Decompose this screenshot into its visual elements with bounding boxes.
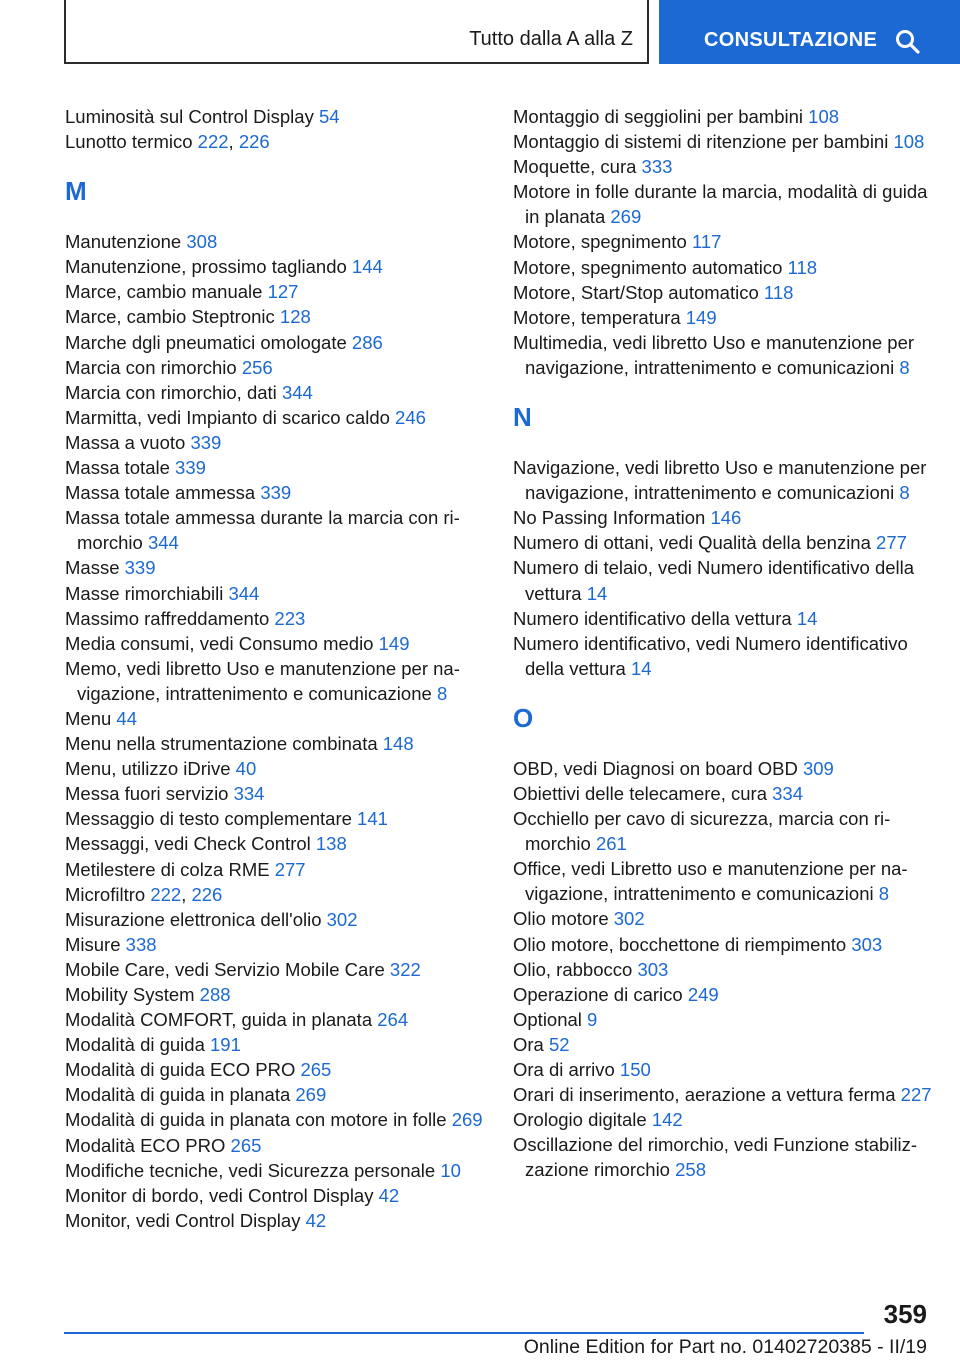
footer-edition: Online Edition for Part no. 01402720385 - II/19 <box>523 1336 927 1358</box>
page-link[interactable]: 148 <box>382 733 414 755</box>
index-term: Office, vedi Libretto uso e manutenzione per navigazione, intrattenimento e comunicazioni <box>513 858 908 905</box>
index-term: Moquette, cura <box>513 156 642 178</box>
index-entry <box>65 932 485 957</box>
index-entry <box>513 631 933 681</box>
index-term: Massimo raffreddamento <box>65 607 275 629</box>
index-term: Messaggio di testo complementare <box>65 808 358 830</box>
index-entry <box>65 706 485 731</box>
header-section-box <box>64 0 649 64</box>
page-link[interactable]: 222 <box>150 883 182 905</box>
page-link[interactable]: 226 <box>238 131 270 153</box>
index-term: No Passing Information <box>513 507 711 529</box>
index-term: Olio motore, bocchettone di riempimento <box>513 933 852 955</box>
index-entry <box>513 255 933 280</box>
index-entry <box>513 932 933 957</box>
page-link[interactable]: 42 <box>305 1209 327 1231</box>
index-entry <box>65 355 485 380</box>
index-term: Messaggi, vedi Check Control <box>65 833 316 855</box>
page-link[interactable]: 309 <box>802 757 834 779</box>
footer-divider <box>64 1332 864 1334</box>
page-link[interactable]: 308 <box>186 231 218 253</box>
page-link[interactable]: 8 <box>878 883 890 905</box>
page-link[interactable]: 277 <box>876 532 907 554</box>
index-term: Marcia con rimorchio <box>65 356 242 378</box>
page-link[interactable]: 334 <box>772 782 803 804</box>
index-term: Motore, spegnimento <box>513 231 692 253</box>
page-link[interactable]: 339 <box>175 457 206 479</box>
index-entry <box>513 104 933 129</box>
index-letter-heading: O <box>513 702 534 733</box>
page-link[interactable]: 8 <box>436 682 448 704</box>
index-term: Montaggio di sistemi di ritenzione per bambini <box>513 131 894 153</box>
page-link[interactable]: 146 <box>710 507 742 529</box>
page-link[interactable]: 222 <box>197 131 229 153</box>
index-term: Modifiche tecniche, vedi Sicurezza personale <box>65 1159 441 1181</box>
page-link[interactable]: 52 <box>548 1033 570 1055</box>
index-term: Modalità COMFORT, guida in planata <box>65 1009 378 1031</box>
index-entry <box>513 806 933 856</box>
index-entry <box>513 906 933 931</box>
page-link[interactable]: 344 <box>147 532 179 554</box>
index-entry <box>513 229 933 254</box>
index-entry <box>513 957 933 982</box>
index-entry <box>65 656 485 706</box>
page-link[interactable]: 118 <box>763 281 794 303</box>
index-entry <box>65 405 485 430</box>
page-link[interactable]: 338 <box>125 933 157 955</box>
index-term: Marcia con rimorchio, dati <box>65 381 282 403</box>
page-link[interactable]: 339 <box>190 431 222 453</box>
index-term: Numero identificativo della vettura <box>513 607 797 629</box>
page-link[interactable]: 42 <box>378 1184 400 1206</box>
page-link[interactable]: 333 <box>641 156 673 178</box>
page-link[interactable]: 150 <box>619 1059 651 1080</box>
page-link[interactable]: 269 <box>610 206 642 228</box>
page-link[interactable]: 265 <box>230 1134 262 1156</box>
index-entry <box>65 1057 485 1082</box>
index-entry <box>65 1032 485 1057</box>
index-entry <box>65 304 485 329</box>
index-entry: Microfiltro 222, 226 <box>65 883 223 905</box>
page-link[interactable]: 249 <box>687 983 719 1005</box>
index-term: Misurazione elettronica dell'olio <box>65 908 327 930</box>
index-term: Marce, cambio Steptronic <box>65 306 280 328</box>
page-link[interactable]: 14 <box>586 582 608 604</box>
index-entry <box>65 1107 485 1132</box>
index-entry <box>65 1158 485 1183</box>
index-term: Montaggio di seggiolini per bambini <box>513 106 809 127</box>
page-link[interactable]: 256 <box>241 356 273 378</box>
index-term: Marmitta, vedi Impianto di scarico caldo <box>65 406 396 428</box>
index-entry <box>65 1007 485 1032</box>
page-link[interactable]: 118 <box>787 256 818 278</box>
index-entry <box>65 957 485 982</box>
index-letter-heading: N <box>513 402 532 433</box>
page-link[interactable]: 265 <box>300 1059 332 1081</box>
index-entry <box>513 1007 933 1032</box>
index-term: Misure <box>65 933 126 955</box>
index-term: Operazione di carico <box>513 983 688 1005</box>
page-link[interactable]: 8 <box>899 482 910 504</box>
index-term: Modalità di guida in planata con motore in folle <box>65 1109 452 1131</box>
index-letter-heading: M <box>65 176 87 207</box>
page-link[interactable]: 302 <box>326 908 358 930</box>
page-link[interactable]: 108 <box>808 106 840 127</box>
index-entry <box>513 1032 933 1057</box>
index-entry <box>513 129 933 154</box>
page-link[interactable]: 322 <box>389 958 421 980</box>
index-term: Numero identificativo, vedi Numero identificativo della vettura <box>513 632 908 679</box>
index-entry <box>65 430 485 455</box>
index-term: Numero di telaio, vedi Numero identificativo della vettura <box>513 557 915 604</box>
index-entry <box>65 555 485 580</box>
index-entry <box>513 455 933 505</box>
index-entry <box>513 1132 933 1182</box>
index-entry <box>65 1208 485 1233</box>
index-entry <box>513 756 933 781</box>
index-entry <box>513 856 933 906</box>
index-entry <box>513 505 933 530</box>
page-link[interactable]: 54 <box>318 106 340 127</box>
page-link[interactable]: 302 <box>613 908 645 930</box>
page-link[interactable]: 269 <box>295 1084 327 1106</box>
page-link[interactable]: 127 <box>267 281 299 303</box>
page-link[interactable]: 117 <box>691 231 722 253</box>
index-term: Oscillazione del rimorchio, vedi Funzione stabilizzazione rimorchio <box>513 1134 918 1181</box>
page-link[interactable]: 339 <box>260 482 292 504</box>
index-term: Orologio digitale <box>513 1109 652 1131</box>
page-link[interactable]: 10 <box>440 1159 461 1181</box>
page-link[interactable]: 286 <box>351 331 383 353</box>
index-entry <box>65 1183 485 1208</box>
index-entry <box>65 606 485 631</box>
index-term: Olio motore <box>513 908 614 930</box>
page-link[interactable]: 226 <box>191 883 223 905</box>
page-link[interactable]: 227 <box>900 1084 932 1106</box>
index-term: Monitor di bordo, vedi Control Display <box>65 1184 379 1206</box>
page-link[interactable]: 44 <box>116 707 137 729</box>
page-link[interactable]: 138 <box>315 833 347 855</box>
index-term: Optional <box>513 1008 588 1030</box>
page-link[interactable]: 344 <box>228 582 260 604</box>
page-link[interactable]: 40 <box>235 758 257 780</box>
index-term: Massa a vuoto <box>65 431 191 453</box>
index-entry <box>513 606 933 631</box>
index-entry <box>513 154 933 179</box>
page-link[interactable]: 258 <box>675 1159 706 1181</box>
page-link[interactable]: 108 <box>893 131 925 153</box>
index-term: Memo, vedi libretto Uso e manutenzione per navigazione, intrattenimento e comunicazione <box>65 657 460 704</box>
page-number: 359 <box>883 1299 927 1329</box>
index-term: Massa totale <box>65 457 176 479</box>
page-link[interactable]: 149 <box>685 306 717 328</box>
index-term: Modalità di guida in planata <box>65 1084 296 1106</box>
index-entry <box>65 1082 485 1107</box>
page-link[interactable]: 144 <box>351 256 383 278</box>
page-link[interactable]: 288 <box>199 984 231 1005</box>
index-entry <box>65 806 485 831</box>
index-entry <box>65 505 485 555</box>
section-title: Tutto dalla A alla Z <box>469 28 633 50</box>
index-term: Multimedia, vedi libretto Uso e manutenzione per navigazione, intrattenimento e comunicazioni <box>513 331 915 378</box>
page-link[interactable]: 14 <box>796 607 818 629</box>
page-link[interactable]: 277 <box>274 858 306 880</box>
index-term: Obiettivi delle telecamere, cura <box>513 782 773 804</box>
page-link[interactable]: 246 <box>395 406 426 428</box>
page-link[interactable]: 149 <box>378 632 410 654</box>
index-term: Manutenzione <box>65 231 187 253</box>
index-term: Modalità ECO PRO <box>65 1134 231 1156</box>
index-entry <box>65 1133 485 1158</box>
index-term: Motore, temperatura <box>513 306 686 328</box>
index-term: Metilestere di colza RME <box>65 858 275 880</box>
index-term: Mobility System <box>65 984 200 1005</box>
index-term: Ora di arrivo <box>513 1059 620 1080</box>
page-link[interactable]: 14 <box>630 657 652 679</box>
index-term: Menu nella strumentazione combinata <box>65 733 383 755</box>
index-entry: Lunotto termico 222, 226 <box>65 131 270 153</box>
index-entry <box>65 581 485 606</box>
index-term: Microfiltro <box>65 883 151 905</box>
index-entry <box>513 1057 933 1082</box>
index-term: Menu <box>65 707 117 729</box>
index-term: Monitor, vedi Control Display <box>65 1209 306 1231</box>
index-entry <box>513 179 933 229</box>
page-link[interactable]: 191 <box>210 1034 241 1056</box>
index-term: Navigazione, vedi libretto Uso e manutenzione per navigazione, intrattenimento e comunicazioni <box>513 457 927 504</box>
index-entry <box>513 555 933 605</box>
page-link[interactable]: 264 <box>377 1009 409 1031</box>
index-entry <box>513 982 933 1007</box>
index-entry <box>513 280 933 305</box>
index-term: Motore in folle durante la marcia, modalità di guida in planata <box>513 181 928 228</box>
index-term: Modalità di guida ECO PRO <box>65 1059 301 1081</box>
index-term: Masse rimorchiabili <box>65 582 229 604</box>
index-entry <box>513 1107 933 1132</box>
index-term: Modalità di guida <box>65 1034 211 1056</box>
index-entry <box>65 831 485 856</box>
index-entry <box>513 781 933 806</box>
index-entry <box>65 631 485 656</box>
index-term: Menu, utilizzo iDrive <box>65 758 236 780</box>
page-link[interactable]: 269 <box>451 1109 483 1131</box>
index-entry <box>513 330 933 380</box>
index-term: Messa fuori servizio <box>65 783 234 805</box>
index-entry <box>65 781 485 806</box>
index-term: Motore, spegnimento automatico <box>513 256 788 278</box>
page-link[interactable]: 8 <box>899 356 910 378</box>
index-entry <box>513 530 933 555</box>
index-entry <box>65 104 485 129</box>
index-term: Marche dgli pneumatici omologate <box>65 331 352 353</box>
index-entry <box>513 305 933 330</box>
index-term: Mobile Care, vedi Servizio Mobile Care <box>65 958 390 980</box>
index-entry <box>513 1082 933 1107</box>
page-link[interactable]: 128 <box>279 306 311 328</box>
index-term: Marce, cambio manuale <box>65 281 268 303</box>
tab-label: CONSULTAZIONE <box>704 29 878 51</box>
page-link[interactable]: 223 <box>274 607 306 629</box>
page-link[interactable]: 303 <box>637 958 669 980</box>
index-entry <box>65 279 485 304</box>
index-entry <box>65 330 485 355</box>
index-term: Numero di ottani, vedi Qualità della benzina <box>513 532 877 554</box>
search-icon <box>895 29 921 55</box>
index-term: Olio, rabbocco <box>513 958 638 980</box>
index-term: Lunotto termico <box>65 131 198 153</box>
index-term: Masse <box>65 557 125 579</box>
index-term: Massa totale ammessa <box>65 482 261 504</box>
index-entry <box>65 380 485 405</box>
index-entry <box>65 254 485 279</box>
index-term: Occhiello per cavo di sicurezza, marcia con rimorchio <box>513 808 891 855</box>
page-link[interactable]: 261 <box>595 833 627 855</box>
index-term: Luminosità sul Control Display <box>65 106 319 127</box>
index-entry <box>65 229 485 254</box>
index-term: Orari di inserimento, aerazione a vettura ferma <box>513 1084 901 1106</box>
index-column-left <box>65 104 485 1233</box>
page-link[interactable]: 344 <box>281 381 313 403</box>
index-term: Manutenzione, prossimo tagliando <box>65 256 352 278</box>
index-term: Ora <box>513 1033 549 1055</box>
page-link[interactable]: 339 <box>124 557 156 579</box>
index-column-right <box>513 104 933 1182</box>
index-entry <box>65 857 485 882</box>
index-entry <box>65 907 485 932</box>
index-term: Media consumi, vedi Consumo medio <box>65 632 379 654</box>
index-entry <box>65 480 485 505</box>
index-entry <box>65 731 485 756</box>
page-link[interactable]: 142 <box>651 1109 683 1131</box>
index-entry <box>65 982 485 1007</box>
index-entry <box>65 455 485 480</box>
index-term: Massa totale ammessa durante la marcia con rimorchio <box>65 507 460 554</box>
page-link[interactable]: 334 <box>233 783 265 805</box>
tab-consultazione[interactable] <box>659 0 960 64</box>
page-link[interactable]: 303 <box>851 933 883 955</box>
index-term: OBD, vedi Diagnosi on board OBD <box>513 757 803 779</box>
index-entry <box>65 756 485 781</box>
page-link[interactable]: 9 <box>587 1008 598 1030</box>
page-link[interactable]: 141 <box>357 808 388 830</box>
index-term: Motore, Start/Stop automatico <box>513 281 764 303</box>
